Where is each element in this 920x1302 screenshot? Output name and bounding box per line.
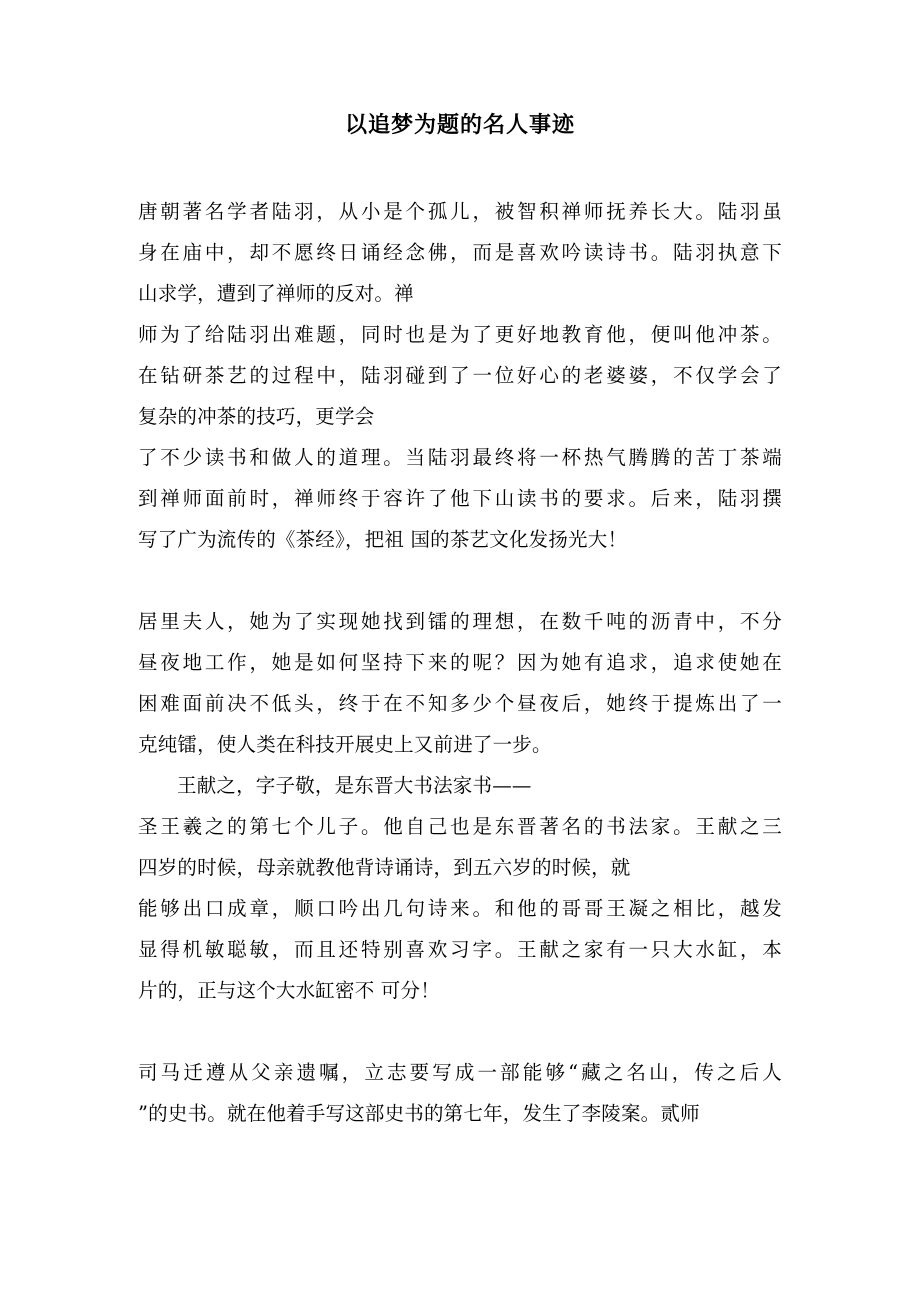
text-line: 昼夜地工作，她是如何坚持下来的呢？因为她有追求，追求使她在	[138, 651, 782, 674]
text-line: 四岁的时候，母亲就教他背诗诵诗，到五六岁的时候，就	[138, 856, 631, 879]
paragraph-wangxianzhi-intro	[138, 765, 782, 806]
text-line: 片的，正与这个大水缸密不 可分！	[138, 979, 440, 1002]
text-line: 到禅师面前时，禅师终于容许了他下山读书的要求。后来，陆羽撰	[138, 487, 782, 510]
text-line: 司马迁遵从父亲遗嘱，立志要写成一部能够“藏之名山，传之后人	[138, 1061, 782, 1084]
text-line: 山求学，遭到了禅师的反对。禅	[138, 282, 414, 305]
text-line: ”的史书。就在他着手写这部史书的第七年，发生了李陵案。贰师	[138, 1102, 700, 1125]
text-line: 身在庙中，却不愿终日诵经念佛，而是喜欢吟读诗书。陆羽执意下	[138, 241, 782, 264]
text-line: 了不少读书和做人的道理。当陆羽最终将一杯热气腾腾的苦丁茶端	[138, 446, 782, 469]
text-line: 圣王羲之的第七个儿子。他自己也是东晋著名的书法家。王献之三	[138, 815, 782, 838]
paragraph-simaqian	[138, 1052, 782, 1134]
text-line: 困难面前决不低头，终于在不知多少个昼夜后，她终于提炼出了一	[138, 692, 782, 715]
text-line: 写了广为流传的《茶经》，把祖 国的茶艺文化发扬光大！	[138, 528, 628, 551]
text-line: 显得机敏聪敏，而且还特别喜欢习字。王献之家有一只大水缸，本	[138, 938, 782, 961]
text-line: 在钻研茶艺的过程中，陆羽碰到了一位好心的老婆婆，不仅学会了	[138, 364, 782, 387]
text-line: 克纯镭，使人类在科技开展史上又前进了一步。	[138, 733, 552, 756]
text-line: 师为了给陆羽出难题，同时也是为了更好地教育他，便叫他冲茶。	[138, 323, 782, 346]
text-line: 能够出口成章，顺口吟出几句诗来。和他的哥哥王凝之相比，越发	[138, 897, 782, 920]
text-line: 居里夫人，她为了实现她找到镭的理想，在数千吨的沥青中，不分	[138, 610, 782, 633]
text-line: 复杂的冲茶的技巧，更学会	[138, 405, 375, 428]
paragraph-luyu	[138, 191, 782, 560]
text-line: 唐朝著名学者陆羽，从小是个孤儿，被智积禅师抚养长大。陆羽虽	[138, 200, 782, 223]
paragraph-wangxianzhi	[138, 806, 782, 1011]
page-title: 以追梦为题的名人事迹	[344, 113, 575, 138]
document-body	[138, 191, 782, 1134]
paragraph-curie	[138, 601, 782, 765]
text-line: 王献之，字子敬，是东晋大书法家书——	[177, 774, 532, 797]
